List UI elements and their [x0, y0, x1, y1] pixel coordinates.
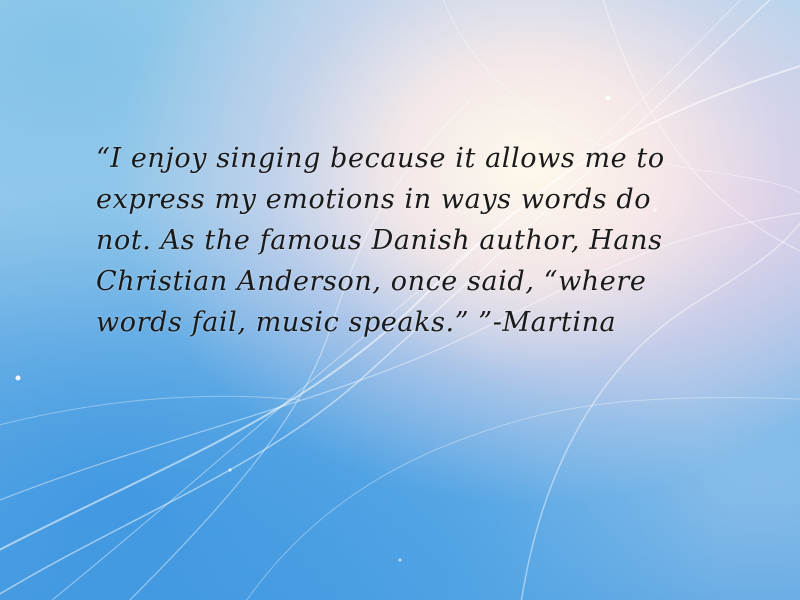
sparkle [606, 96, 611, 101]
quote-line-3: not. As the famous Danish author, Hans [96, 225, 663, 256]
quote-text [96, 138, 736, 343]
quote-line-1: “I enjoy singing because it allows me to [96, 143, 665, 174]
quote-line-4: Christian Anderson, once said, “where [96, 266, 647, 297]
sparkle [228, 468, 231, 471]
light-streak [0, 396, 300, 430]
sparkle [16, 376, 21, 381]
quote-line-2: express my emotions in ways words do [96, 184, 652, 215]
sparkle [398, 558, 401, 561]
quote-line-5: words fail, music speaks.” ”-Martina [96, 307, 617, 338]
light-streak [240, 397, 800, 600]
